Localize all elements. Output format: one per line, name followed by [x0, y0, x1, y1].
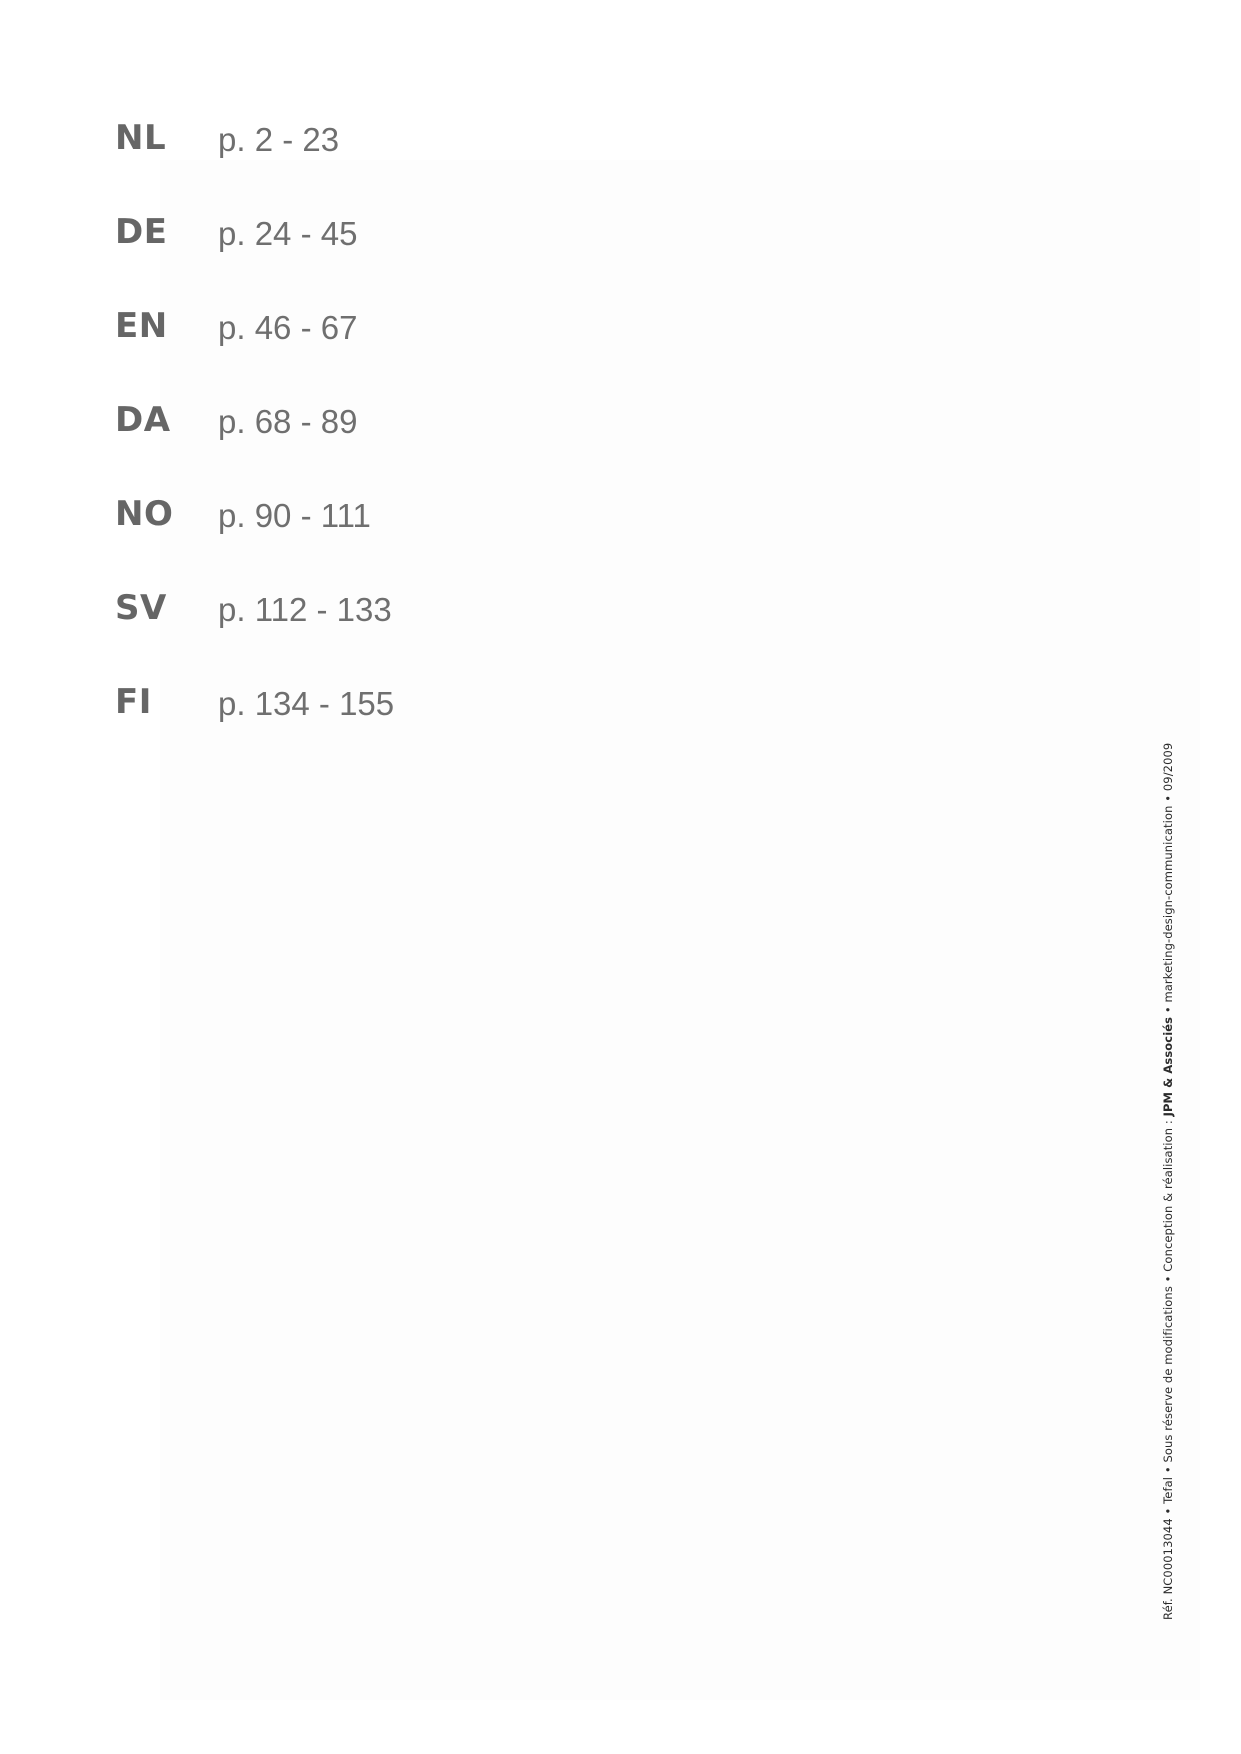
language-entry-de — [115, 212, 394, 306]
page-range: p. 24 - 45 — [218, 215, 358, 252]
language-entry-fi — [115, 682, 394, 776]
page-range: p. 134 - 155 — [218, 685, 395, 722]
page-range: p. 112 - 133 — [218, 591, 392, 628]
page-range: p. 2 - 23 — [218, 121, 340, 158]
language-index — [115, 118, 394, 776]
imprint-suffix: • marketing-design-communication • 09/2009 — [1161, 742, 1175, 1017]
language-code: NL — [115, 118, 167, 158]
language-entry-en — [115, 306, 394, 400]
language-entry-no — [115, 494, 394, 588]
page-range: p. 46 - 67 — [218, 309, 358, 346]
page-range: p. 68 - 89 — [218, 403, 358, 440]
language-code: SV — [115, 588, 167, 628]
language-code: NO — [115, 494, 174, 534]
language-code: DA — [115, 400, 171, 440]
imprint-agency: JPM & Associés — [1161, 1016, 1175, 1117]
imprint-prefix: Réf. NC00013044 • Tefal • Sous réserve de modifications • Conception & réalisation : — [1161, 1116, 1175, 1620]
page-range: p. 90 - 111 — [218, 497, 371, 534]
imprint-line — [1161, 743, 1175, 1620]
language-entry-da — [115, 400, 394, 494]
language-entry-nl — [115, 118, 394, 212]
language-code: FI — [115, 682, 152, 722]
language-entry-sv — [115, 588, 394, 682]
language-code: DE — [115, 212, 168, 252]
language-code: EN — [115, 306, 168, 346]
